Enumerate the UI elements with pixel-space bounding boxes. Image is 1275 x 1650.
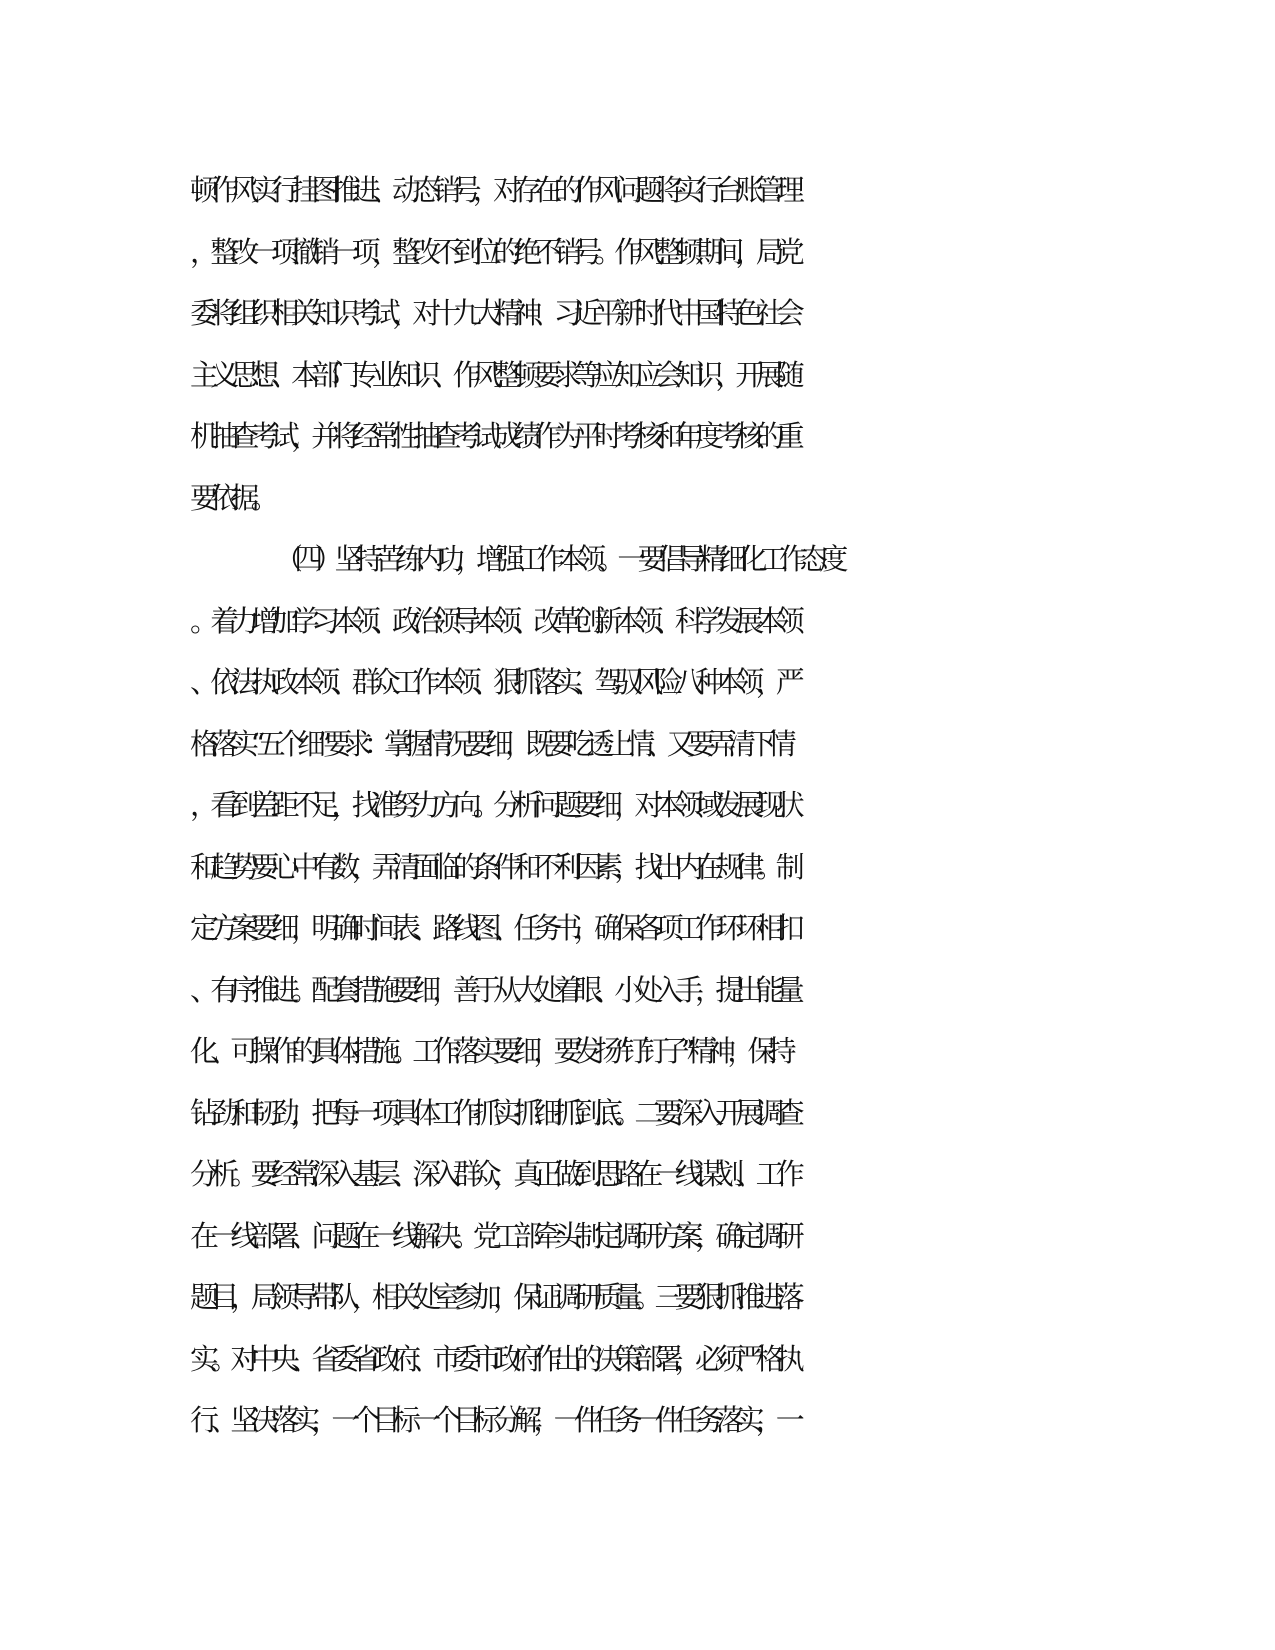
text-line: 和趋势要心中有数，弄清面临的条件和不利因素，找出内在规律。制 xyxy=(190,849,797,884)
text-line: ，看到差距不足，找准努力方向。分析问题要细，对本领域发展现状 xyxy=(190,788,797,822)
text-line: 格落实“五个细”要求：掌握情况要细，既要吃透上情、又要弄清下情 xyxy=(190,726,788,761)
text-line: 钻劲和韧劲，把每一项具体工作抓实抓细抓到底。二要深入开展调查 xyxy=(190,1095,797,1130)
text-line: 实。对中央、省委省政府、市委市政府作出的决策部署，必须严格执 xyxy=(190,1341,797,1376)
text-line: 顿作风实行挂图推进、动态销号，对存在的作风问题将实行台账管理 xyxy=(190,173,797,207)
text-line: 分析。要经常深入基层、深入群众，真正做到思路在一线谋划、工作 xyxy=(190,1157,797,1191)
text-line: 、有序推进。配套措施要细，善于从大处着眼、小处入手，提出能量 xyxy=(190,972,797,1007)
text-line: 要依据。 xyxy=(190,480,271,515)
text-line: 主义思想、本部门专业知识、作风整顿要求等应知应会知识，开展随 xyxy=(190,357,797,392)
text-line: 题目，局领导带队，相关处室参加，保证调研质量。三要狠抓推进落 xyxy=(190,1280,797,1314)
text-line: 行、坚决落实，一个目标一个目标分解，一件任务一件任务落实，一 xyxy=(190,1403,797,1437)
text-line: 在一线部署、问题在一线解决。党工部牵头制定调研方案，确定调研 xyxy=(190,1218,797,1253)
text-line: 委将组织相关知识考试，对十九大精神、习近平新时代中国特色社会 xyxy=(190,296,797,330)
body-text xyxy=(190,160,1090,1452)
text-line: 机抽查考试，并将经常性抽查考试成绩作为平时考核和年度考核的重 xyxy=(190,419,797,453)
text-line: ，整改一项撤销一项，整改不到位的绝不销号。作风整顿期间，局党 xyxy=(190,234,797,269)
text-line: 定方案要细，明确时间表、路线图、任务书，确保各项工作环环相扣 xyxy=(190,911,797,945)
text-line: 化、可操作的具体措施。工作落实要细，要发扬“钉钉子”精神，保持 xyxy=(190,1034,788,1068)
text-line: （四）坚持苦练内功，增强工作本领。一要倡导精细化工作态度 xyxy=(274,542,840,576)
text-line: 。着力增加学习本领、政治领导本领、改革创新本领、科学发展本领 xyxy=(190,603,797,638)
text-line: 、依法执政本领、群众工作本领、狠抓落实、驾驭风险八种本领，严 xyxy=(190,665,797,699)
